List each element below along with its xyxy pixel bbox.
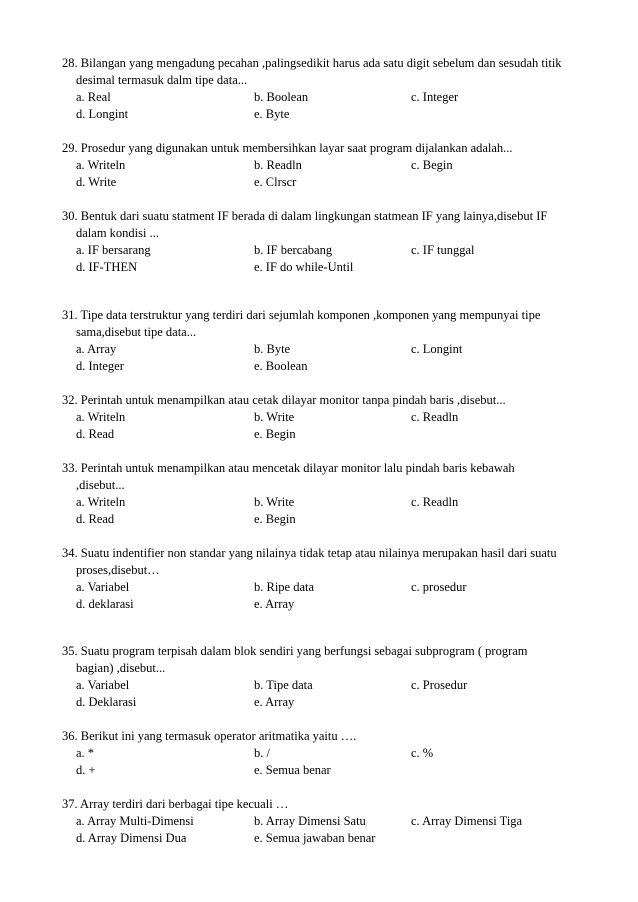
option-c: c. Longint: [411, 342, 463, 356]
question-34: [62, 545, 592, 613]
answer-options: [62, 157, 592, 191]
option-d: d. Read: [76, 512, 115, 526]
question-line: 33. Perintah untuk menampilkan atau mencetak dilayar monitor lalu pindah baris kebawah: [62, 461, 515, 475]
option-b: b. IF bercabang: [254, 243, 333, 257]
option-e: e. Begin: [254, 512, 296, 526]
question-line-continued: desimal termasuk dalm tipe data...: [76, 73, 248, 87]
option-b: b. Boolean: [254, 90, 309, 104]
question-text: [62, 208, 592, 242]
question-line: 30. Bentuk dari suatu statment IF berada di dalam lingkungan statmean IF yang lainya,disebut IF: [62, 209, 548, 223]
question-line: 37. Array terdiri dari berbagai tipe kecuali …: [62, 797, 289, 811]
question-text: [62, 140, 592, 157]
option-c: c. Integer: [411, 90, 459, 104]
question-line: 34. Suatu indentifier non standar yang nilainya tidak tetap atau nilainya merupakan hasil dari suatu: [62, 546, 557, 560]
option-a: a. Array Multi-Dimensi: [76, 814, 194, 828]
option-b: b. Readln: [254, 158, 302, 172]
option-b: b. Write: [254, 495, 295, 509]
question-text: [62, 392, 592, 409]
option-c: c. Readln: [411, 495, 459, 509]
question-31: [62, 307, 592, 375]
answer-options: [62, 494, 592, 528]
answer-options: [62, 242, 592, 276]
option-a: a. IF bersarang: [76, 243, 151, 257]
option-a: a. *: [76, 746, 95, 760]
question-33: [62, 460, 592, 528]
option-d: d. IF-THEN: [76, 260, 138, 274]
option-d: d. Array Dimensi Dua: [76, 831, 187, 845]
option-c: c. Readln: [411, 410, 459, 424]
option-b: b. Byte: [254, 342, 291, 356]
question-text: [62, 545, 592, 579]
option-a: a. Writeln: [76, 410, 126, 424]
option-c: c. %: [411, 746, 434, 760]
question-line: 32. Perintah untuk menampilkan atau cetak dilayar monitor tanpa pindah baris ,disebut...: [62, 393, 506, 407]
question-line: 36. Berikut ini yang termasuk operator aritmatika yaitu ….: [62, 729, 357, 743]
question-line-continued: sama,disebut tipe data...: [76, 325, 197, 339]
option-e: e. Boolean: [254, 359, 308, 373]
option-e: e. Byte: [254, 107, 290, 121]
question-text: [62, 728, 592, 745]
question-line-continued: ,disebut...: [76, 478, 125, 492]
option-b: b. Tipe data: [254, 678, 313, 692]
question-line: 28. Bilangan yang mengadung pecahan ,palingsedikit harus ada satu digit sebelum dan sesudah titik: [62, 56, 562, 70]
option-e: e. Array: [254, 597, 295, 611]
option-d: d. Deklarasi: [76, 695, 137, 709]
question-line-continued: bagian) ,disebut...: [76, 661, 166, 675]
question-30: [62, 208, 592, 276]
question-text: [62, 307, 592, 341]
option-e: e. Semua jawaban benar: [254, 831, 376, 845]
option-a: a. Writeln: [76, 495, 126, 509]
question-text: [62, 796, 592, 813]
option-a: a. Variabel: [76, 580, 130, 594]
answer-options: [62, 341, 592, 375]
option-d: d. +: [76, 763, 96, 777]
question-29: [62, 140, 592, 191]
option-d: d. Longint: [76, 107, 129, 121]
option-d: d. Write: [76, 175, 117, 189]
option-c: c. Begin: [411, 158, 453, 172]
answer-options: [62, 409, 592, 443]
option-b: b. Ripe data: [254, 580, 315, 594]
answer-options: [62, 677, 592, 711]
question-line-continued: dalam kondisi ...: [76, 226, 159, 240]
option-e: e. Array: [254, 695, 295, 709]
question-36: [62, 728, 592, 779]
option-e: e. Begin: [254, 427, 296, 441]
question-37: [62, 796, 592, 847]
option-d: d. Read: [76, 427, 115, 441]
option-c: c. prosedur: [411, 580, 467, 594]
question-35: [62, 643, 592, 711]
option-d: d. deklarasi: [76, 597, 134, 611]
option-b: b. /: [254, 746, 270, 760]
question-line: 29. Prosedur yang digunakan untuk membersihkan layar saat program dijalankan adalah...: [62, 141, 513, 155]
option-b: b. Write: [254, 410, 295, 424]
answer-options: [62, 745, 592, 779]
option-d: d. Integer: [76, 359, 124, 373]
answer-options: [62, 89, 592, 123]
question-text: [62, 55, 592, 89]
option-a: a. Array: [76, 342, 117, 356]
option-c: c. Prosedur: [411, 678, 468, 692]
option-e: e. IF do while-Until: [254, 260, 354, 274]
question-28: [62, 55, 592, 123]
question-line: 35. Suatu program terpisah dalam blok sendiri yang berfungsi sebagai subprogram ( program: [62, 644, 528, 658]
option-c: c. IF tunggal: [411, 243, 475, 257]
question-text: [62, 643, 592, 677]
option-e: e. Clrscr: [254, 175, 297, 189]
question-32: [62, 392, 592, 443]
option-a: a. Writeln: [76, 158, 126, 172]
answer-options: [62, 579, 592, 613]
option-a: a. Real: [76, 90, 111, 104]
question-line-continued: proses,disebut…: [76, 563, 160, 577]
question-line: 31. Tipe data terstruktur yang terdiri dari sejumlah komponen ,komponen yang mempunyai tipe: [62, 308, 541, 322]
option-a: a. Variabel: [76, 678, 130, 692]
option-c: c. Array Dimensi Tiga: [411, 814, 523, 828]
answer-options: [62, 813, 592, 847]
option-e: e. Semua benar: [254, 763, 331, 777]
question-text: [62, 460, 592, 494]
option-b: b. Array Dimensi Satu: [254, 814, 366, 828]
